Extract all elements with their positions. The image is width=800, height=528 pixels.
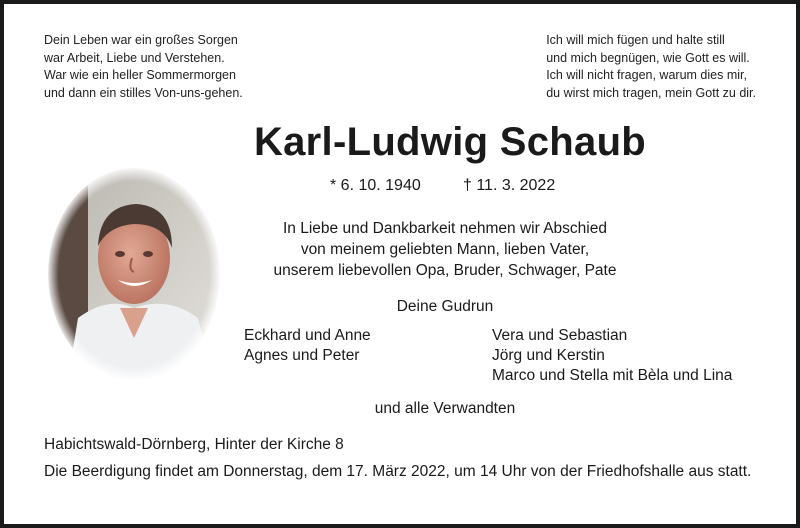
- birth-date: * 6. 10. 1940: [330, 177, 421, 194]
- verse-line: war Arbeit, Liebe und Verstehen.: [44, 50, 225, 65]
- deceased-name: Karl-Ludwig Schaub: [253, 120, 647, 164]
- family-member: Agnes und Peter: [244, 347, 360, 364]
- verse-line: und mich begnügen, wie Gott es will.: [546, 50, 750, 65]
- intro-text: [250, 218, 640, 281]
- family-member: Vera und Sebastian: [492, 327, 628, 344]
- verse-right: [546, 32, 756, 102]
- spouse-name: Deine Gudrun: [396, 298, 494, 315]
- verse-line: War wie ein heller Sommermorgen: [44, 68, 236, 82]
- family-member: Jörg und Kerstin: [492, 347, 605, 364]
- intro-line: In Liebe und Dankbarkeit nehmen wir Abschied: [283, 220, 607, 237]
- verse-line: Ich will nicht fragen, warum dies mir,: [546, 68, 747, 82]
- verse-line: Ich will mich fügen und halte still: [546, 33, 725, 47]
- intro-line: unserem liebevollen Opa, Bruder, Schwager, Pate: [273, 262, 617, 279]
- portrait-photo: [48, 168, 220, 380]
- death-date: † 11. 3. 2022: [463, 177, 556, 194]
- verse-line: Dein Leben war ein großes Sorgen: [44, 33, 238, 47]
- family-member: Eckhard und Anne: [244, 327, 371, 344]
- family-member: Marco und Stella mit Bèla und Lina: [492, 367, 733, 384]
- funeral-notice: Die Beerdigung findet am Donnerstag, dem 17. März 2022, um 14 Uhr von der Friedhofshalle aus statt.: [44, 463, 752, 480]
- family-left: [244, 326, 371, 366]
- address: Habichtswald-Dörnberg, Hinter der Kirche 8: [44, 436, 344, 453]
- verse-line: du wirst mich tragen, mein Gott zu dir.: [546, 85, 756, 100]
- intro-line: von meinem geliebten Mann, lieben Vater,: [300, 241, 590, 258]
- verse-left: [44, 32, 243, 102]
- relatives-line: und alle Verwandten: [374, 400, 516, 417]
- family-right: [492, 326, 732, 386]
- verse-line: und dann ein stilles Von-uns-gehen.: [44, 85, 243, 100]
